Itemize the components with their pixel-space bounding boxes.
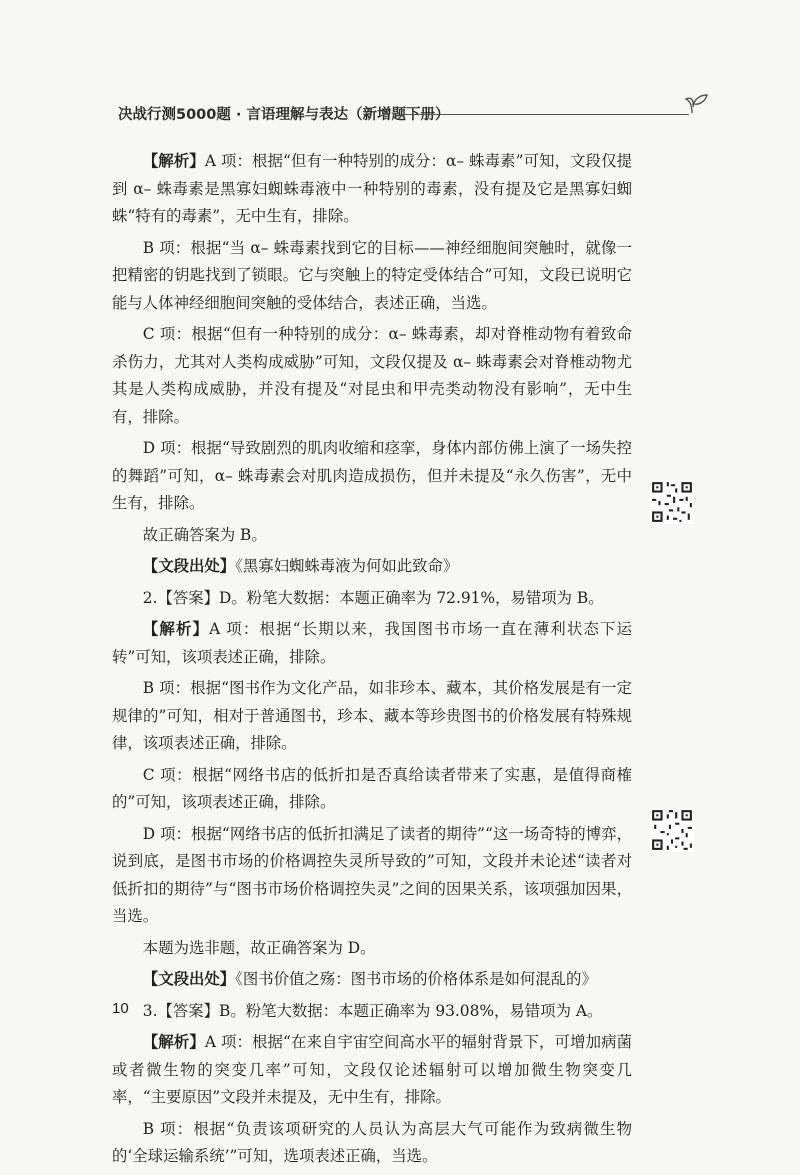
book-title: 决战行测5000题 · 言语理解与表达（新增题下册） (118, 107, 450, 123)
paragraph: B 项：根据“负责该项研究的人员认为高层大气可能作为致病微生物的‘全球运输系统’”可知，选项表述正确，当选。 (112, 1119, 632, 1165)
paragraph: B 项：根据“当 α– 蛛毒素找到它的目标——神经细胞间突触时，就像一把精密的钥匙找到了锁眼。它与突触上的特定受体结合”可知，文段已说明它能与人体神经细胞间突触的受体结合，表述正确，当选。 (112, 238, 632, 312)
paragraph: C 项：根据“网络书店的低折扣是否真给读者带来了实惠，是值得商榷的”可知，该项表述正确，排除。 (112, 765, 632, 811)
paragraph: 本题为选非题，故正确答案为 D。 (142, 938, 376, 957)
paragraph: 【解析】A 项：根据“但有一种特别的成分：α– 蛛毒素”可知，文段仅提到 α– 蛛毒素是黑寡妇蜘蛛毒液中一种特别的毒素，没有提及它是黑寡妇蜘蛛“特有的毒素”，无中生有，排除。 (112, 152, 632, 225)
paragraph: 【解析】A 项：根据“在来自宇宙空间高水平的辐射背景下，可增加病菌或者微生物的突变几率”可知，文段仅论述辐射可以增加微生物突变几率，“主要原因”文段并未提及，无中生有，排除。 (112, 1033, 632, 1106)
paragraph: D 项：根据“导致剧烈的肌肉收缩和痉挛，身体内部仿佛上演了一场失控的舞蹈”可知，α– 蛛毒素会对肌肉造成损伤，但并未提及“永久伤害”，无中生有，排除。 (112, 439, 632, 512)
paragraph: C 项：根据“但有一种特别的成分：α– 蛛毒素，却对脊椎动物有着致命杀伤力，尤其对人类构成威胁”可知，文段仅提及 α– 蛛毒素会对脊椎动物尤其是人类构成威胁，并没有提及“对昆虫和甲壳类动物没有影响”，无中生有，排除。 (112, 325, 632, 426)
explanation-text (112, 148, 632, 1175)
page-number: 10 (112, 1000, 129, 1017)
tag-label: 【解析】 (142, 152, 205, 170)
tag-label: 【解析】 (142, 620, 210, 638)
paragraph: D 项：根据“网络书店的低折扣满足了读者的期待”“这一场奇特的博弈，说到底，是图书市场的价格调控失灵所导致的”可知，文段并未论述“读者对低折扣的期待”与“图书市场价格调控失灵”之间的因果关系，该项强加因果，当选。 (112, 824, 632, 925)
tag-label: 【文段出处】 (142, 970, 236, 988)
running-header (118, 103, 698, 133)
paragraph: B 项：根据“图书作为文化产品，如非珍本、藏本，其价格发展是有一定规律的”可知，相对于普通图书，珍本、藏本等珍贵图书的价格发展有特殊规律，该项表述正确，排除。 (112, 679, 632, 752)
paragraph: 故正确答案为 B。 (142, 525, 267, 544)
answer-line: 2.【答案】D。粉笔大数据：本题正确率为 72.91%，易错项为 B。 (142, 588, 604, 607)
answer-line: 3.【答案】B。粉笔大数据：本题正确率为 93.08%，易错项为 A。 (142, 1001, 603, 1020)
source-line: 【文段出处】《图书价值之殇：图书市场的价格体系是如何混乱的》 (142, 970, 597, 988)
paragraph: 【解析】A 项：根据“长期以来，我国图书市场一直在薄利状态下运转”可知，该项表述正确，排除。 (112, 620, 632, 666)
header-rule (402, 114, 689, 115)
qr-code-icon[interactable] (650, 480, 694, 524)
qr-code-icon[interactable] (650, 808, 694, 852)
source-line: 【文段出处】《黑寡妇蜘蛛毒液为何如此致命》 (142, 557, 459, 575)
sprout-icon (684, 89, 710, 115)
tag-label: 【解析】 (142, 1033, 205, 1051)
tag-label: 【文段出处】 (142, 557, 236, 575)
